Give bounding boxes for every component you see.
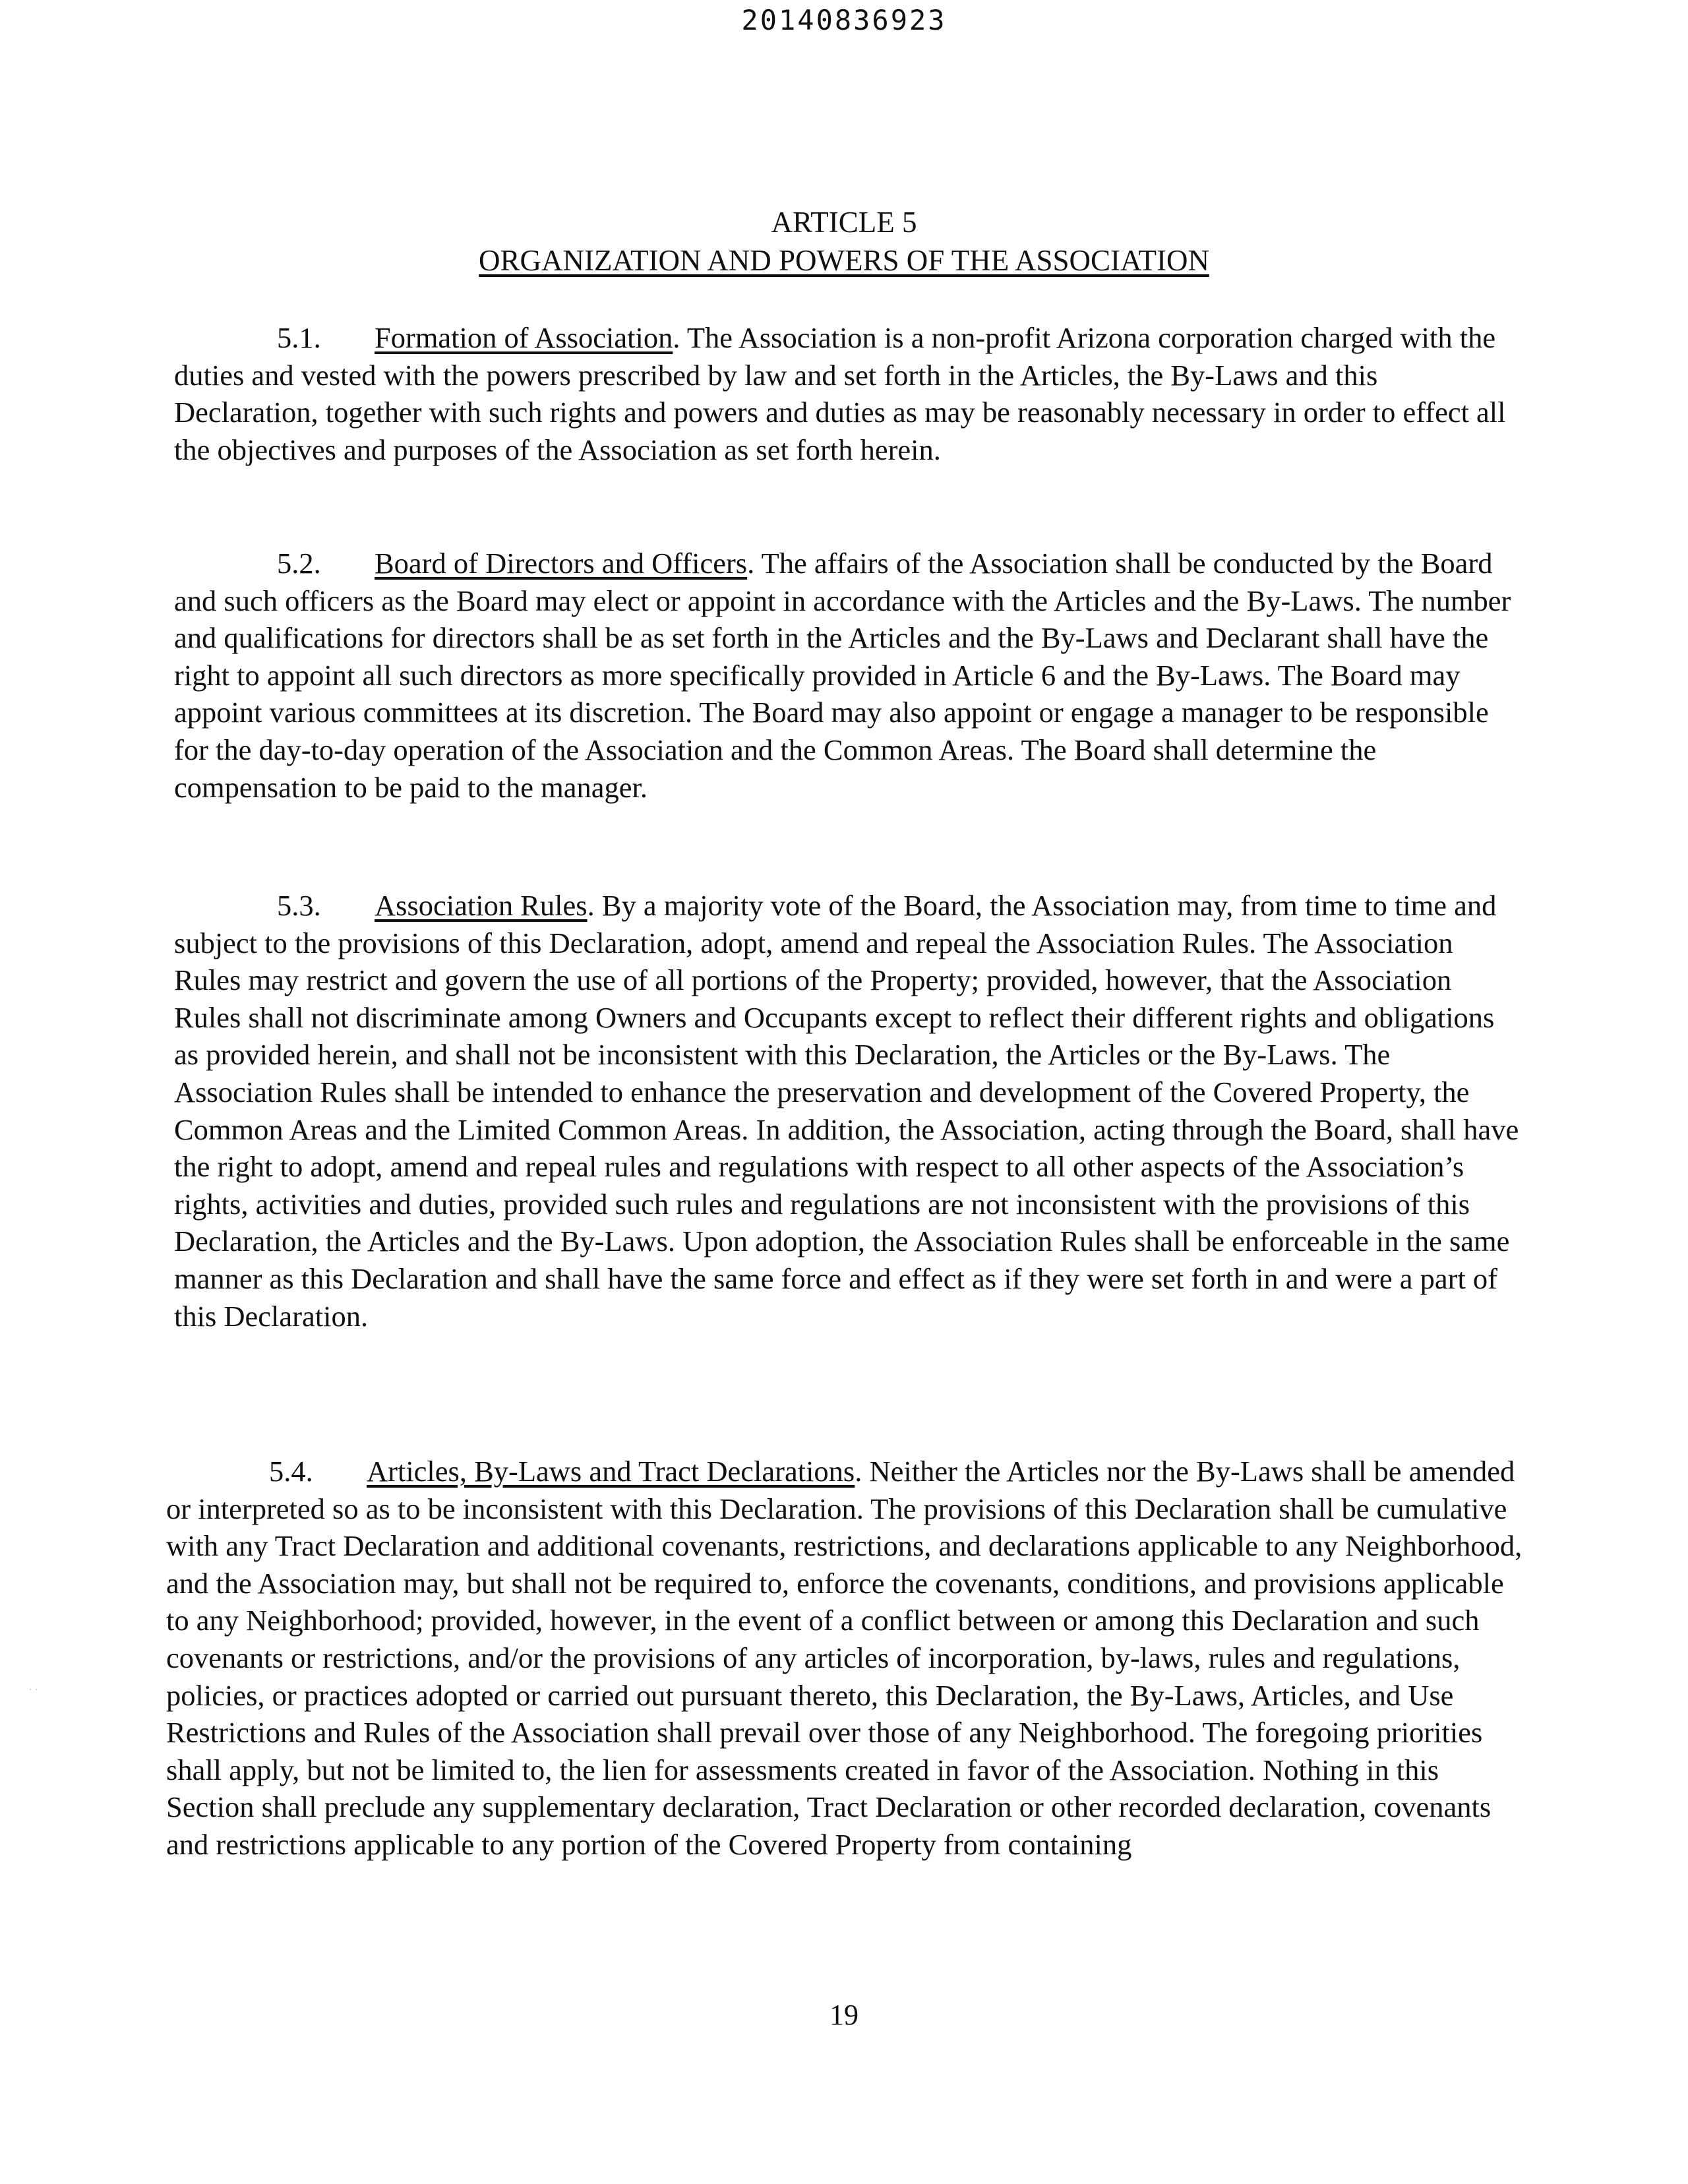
- article-title-text: ORGANIZATION AND POWERS OF THE ASSOCIATION: [479, 244, 1209, 277]
- page-number: 19: [829, 1999, 859, 2031]
- section-5-1: [174, 319, 1519, 468]
- section-body: . By a majority vote of the Board, the Association may, from time to time and subject to the provisions of this Declaration, adopt, amend and repeal the Association Rules. The Association Rules may restrict and govern the use of all portions of the Property; provided, however, that the Association Rules shall not discriminate among Owners and Occupants except to reflect their different rights and obligations as provided herein, and shall not be inconsistent with this Declaration, the Articles or the By-Laws. The Association Rules shall be intended to enhance the preservation and development of the Covered Property, the Common Areas and the Limited Common Areas. In addition, the Association, acting through the Board, shall have the right to adopt, amend and repeal rules and regulations with respect to all other aspects of the Association’s rights, activities and duties, provided such rules and regulations are not inconsistent with the provisions of this Declaration, the Articles and the By-Laws. Upon adoption, the Association Rules shall be enforceable in the same manner as this Declaration and shall have the same force and effect as if they were set forth in and were a part of this Declaration.: [174, 889, 1519, 1333]
- section-number: 5.1.: [277, 321, 321, 354]
- section-5-4: [166, 1453, 1524, 1864]
- section-5-3: [174, 887, 1519, 1335]
- section-title: Board of Directors and Officers: [375, 547, 748, 580]
- recording-number: 20140836923: [741, 4, 947, 36]
- section-title: Formation of Association: [375, 321, 673, 354]
- article-title: [0, 241, 1688, 280]
- section-number: 5.3.: [277, 889, 321, 922]
- section-number: 5.2.: [277, 547, 321, 580]
- section-title: Association Rules: [375, 889, 588, 922]
- article-label: ARTICLE 5: [771, 206, 917, 239]
- scan-artifact: · ·: [29, 1685, 38, 1695]
- section-body: . Neither the Articles nor the By-Laws shall be amended or interpreted so as to be inconsistent with this Declaration. The provisions of this Declaration shall be cumulative with any Tract Declaration and additional covenants, restrictions, and declarations applicable to any Neighborhood, and the Association may, but shall not be required to, enforce the covenants, conditions, and provisions applicable to any Neighborhood; provided, however, in the event of a conflict between or among this Declaration and such covenants or restrictions, and/or the provisions of any articles of incorporation, by-laws, rules and regulations, policies, or practices adopted or carried out pursuant thereto, this Declaration, the By-Laws, Articles, and Use Restrictions and Rules of the Association shall prevail over those of any Neighborhood. The foregoing priorities shall apply, but not be limited to, the lien for assessments created in favor of the Association. Nothing in this Section shall preclude any supplementary declaration, Tract Declaration or other recorded declaration, covenants and restrictions applicable to any portion of the Covered Property from containing: [166, 1455, 1522, 1861]
- section-body: . The affairs of the Association shall be conducted by the Board and such officers as the Board may elect or appoint in accordance with the Articles and the By-Laws. The number and qualifications for directors shall be as set forth in the Articles and the By-Laws and Declarant shall have the right to appoint all such directors as more specifically provided in Article 6 and the By-Laws. The Board may appoint various committees at its discretion. The Board may also appoint or engage a manager to be responsible for the day-to-day operation of the Association and the Common Areas. The Board shall determine the compensation to be paid to the manager.: [174, 547, 1511, 804]
- section-5-2: [174, 545, 1519, 806]
- section-number: 5.4.: [269, 1455, 313, 1488]
- section-body: . The Association is a non-profit Arizona corporation charged with the duties and vested with the powers prescribed by law and set forth in the Articles, the By-Laws and this Declaration, together with such rights and powers and duties as may be reasonably necessary in order to effect all the objectives and purposes of the Association as set forth herein.: [174, 321, 1506, 466]
- section-title: Articles, By-Laws and Tract Declarations: [367, 1455, 855, 1488]
